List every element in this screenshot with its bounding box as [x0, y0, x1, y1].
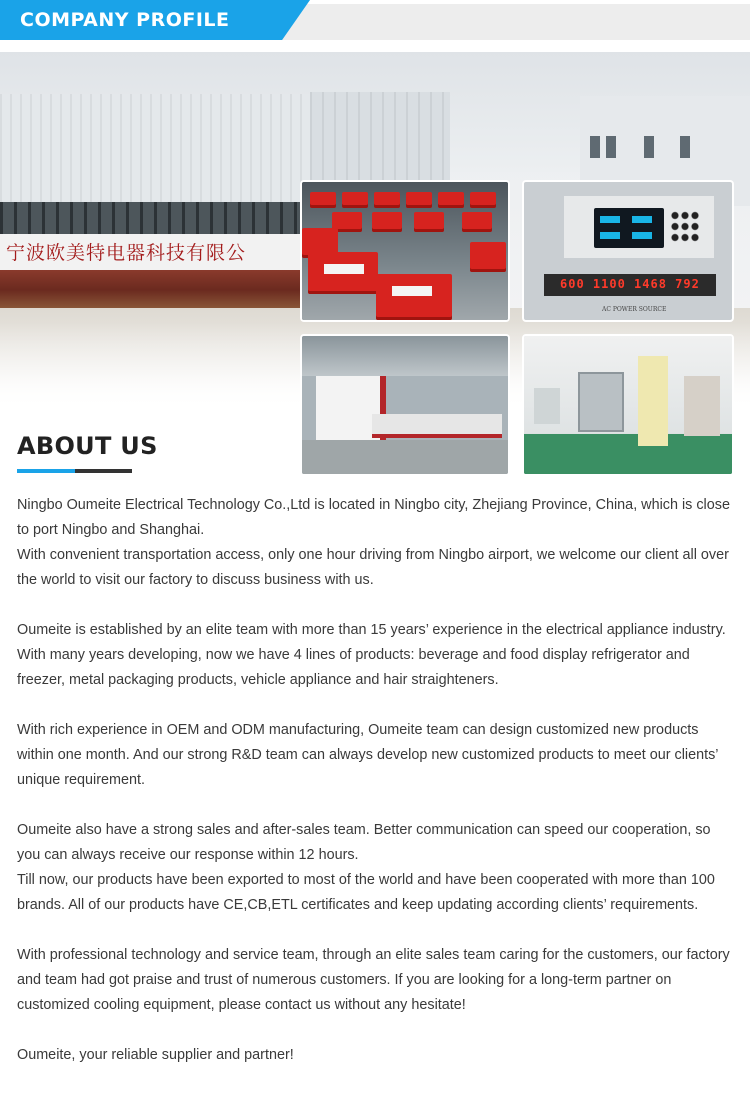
header-bar-background: [280, 4, 750, 40]
laser-cutter-photo: [300, 334, 510, 476]
about-body: [17, 493, 737, 1068]
power-readout: 600 1100 1468 792: [560, 277, 700, 291]
paragraph-text: With professional technology and service team, through an elite sales team caring for the customers, our factory and team had got praise and trust of numerous customers. If you are looking for a long-term partner on customized cooling equipment, please contact us without any hesitate!: [17, 947, 730, 1013]
power-source-label: AC POWER SOURCE: [602, 306, 667, 313]
about-heading: ABOUT US: [17, 432, 158, 460]
paragraph-text: With rich experience in OEM and ODM manufacturing, Oumeite team can design customized new products within one month. And our strong R&D team can always develop new customized products to meet our clients’ unique requirement.: [17, 722, 718, 788]
paragraph-text: With many years developing, now we have 4 lines of products: beverage and food display refrigerator and freezer, metal packaging products, vehicle appliance and hair straighteners.: [17, 647, 690, 688]
company-sign: 宁波欧美特电器科技有限公: [6, 242, 247, 264]
workshop-photo: [522, 334, 734, 476]
closing-line: Oumeite, your reliable supplier and partner!: [17, 1047, 294, 1063]
paragraph-text: With convenient transportation access, only one hour driving from Ningbo airport, we welcome our client all over the world to visit our factory to discuss business with us.: [17, 547, 729, 588]
heading-underline-accent: [17, 469, 75, 473]
production-line-photo: [300, 180, 510, 322]
section-header: [0, 0, 750, 44]
paragraph-text: Oumeite is established by an elite team with more than 15 years’ experience in the electrical appliance industry.: [17, 622, 726, 638]
paragraph-text: Oumeite also have a strong sales and after-sales team. Better communication can speed our cooperation, so you can always receive our response within 12 hours.: [17, 822, 711, 863]
paragraph-text: Till now, our products have been exported to most of the world and have been cooperated with more than 100 brands. All of our products have CE,CB,ETL certificates and keep updating according clients’ requirements.: [17, 872, 715, 913]
page-title: COMPANY PROFILE: [20, 9, 230, 31]
paragraph-text: Ningbo Oumeite Electrical Technology Co.,Ltd is located in Ningbo city, Zhejiang Province, China, which is close to port Ningbo and Shanghai.: [17, 497, 730, 538]
testing-panel-photo: [522, 180, 734, 322]
